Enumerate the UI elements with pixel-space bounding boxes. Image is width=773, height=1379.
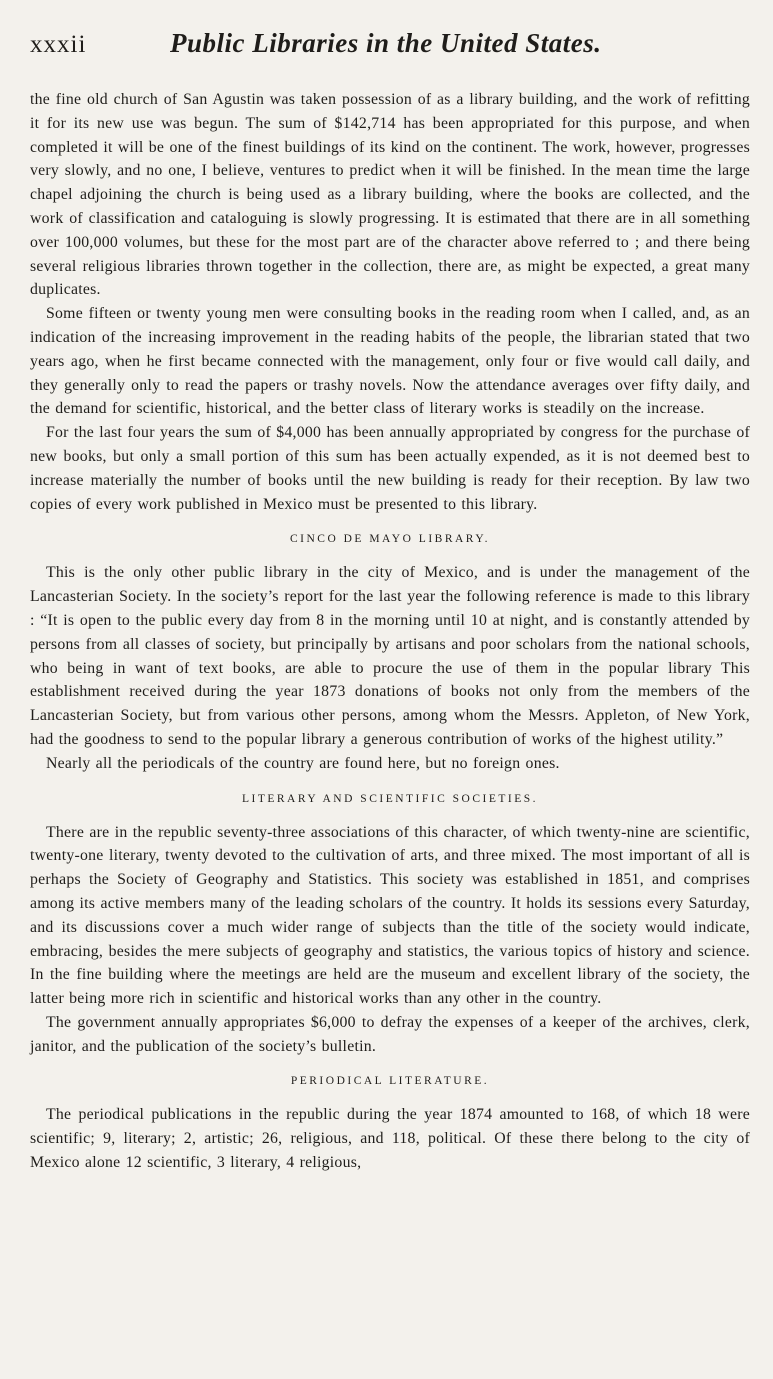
section-heading: PERIODICAL LITERATURE. <box>290 1075 490 1088</box>
section-heading: LITERARY AND SCIENTIFIC SOCIETIES. <box>241 792 539 805</box>
paragraph: The government annually appropriates $6,000 to defray the expenses of a keeper of the archives, clerk, janitor, and the publication of the society’s bulletin. <box>30 1013 750 1055</box>
paragraph: This is the only other public library in the city of Mexico, and is under the management of the Lancasterian Society. In the society’s report for the last year the following reference is made to this library : “It is open to the public every day from 8 in the morning until 10 at night, and is constantly attended by persons from all classes of society, but principally by artisans and poor scholars from the national schools, who being in want of text books, are able to procure the use of them in the popular library This establishment received during the year 1873 donations of books not only from the members of the Lancasterian Society, but from various other persons, among whom the Messrs. Appleton, of New York, had the goodness to send to the popular library a generous contribution of works of the highest utility.” <box>30 564 750 748</box>
running-title: Public Libraries in the United States. <box>170 28 602 58</box>
running-head <box>30 28 750 68</box>
paragraph: Some fifteen or twenty young men were consulting books in the reading room when I called, and, as an indication of the increasing improvement in the reading habits of the people, the librarian stated that two years ago, when he first became connected with the management, only four or five would call daily, and they generally only to read the papers or trashy novels. Now the attendance averages over fifty daily, and the demand for scientific, historical, and the better class of literary works is steadily on the increase. <box>30 305 750 418</box>
section-heading: CINCO DE MAYO LIBRARY. <box>289 533 491 546</box>
paragraph: There are in the republic seventy-three associations of this character, of which twenty-nine are scientific, twenty-one literary, twenty devoted to the cultivation of arts, and three mixed. The most important of all is perhaps the Society of Geography and Statistics. This society was established in 1851, and comprises among its active members many of the leading scholars of the country. It holds its sessions every Saturday, and its discussions cover a much wider range of subjects than the title of the society would indicate, embracing, besides the mere subjects of geography and statistics, the various topics of history and science. In the fine building where the meetings are held are the museum and excellent library of the society, the latter being more rich in scientific and historical works than any other in the country. <box>30 823 750 1008</box>
paragraph: Nearly all the periodicals of the country are found here, but no foreign ones. <box>46 754 560 772</box>
book-page <box>30 28 750 1175</box>
paragraph: The periodical publications in the republic during the year 1874 amounted to 168, of which 18 were scientific; 9, literary; 2, artistic; 26, religious, and 118, political. Of these there belong to the city of Mexico alone 12 scientific, 3 literary, 4 religious, <box>30 1106 750 1172</box>
paragraph: For the last four years the sum of $4,000 has been annually appropriated by congress for the purchase of new books, but only a small portion of this sum has been actually expended, as it is not deemed best to increase materially the number of books until the new building is ready for their reception. By law two copies of every work published in Mexico must be presented to this library. <box>30 424 750 513</box>
page-number: xxxii <box>30 31 87 58</box>
paragraph: the fine old church of San Agustin was taken possession of as a library building, and the work of refitting it for its new use was begun. The sum of $142,714 has been appropriated for this purpose, and when completed it will be one of the finest buildings of its kind on the continent. The work, however, progresses very slowly, and no one, I believe, ventures to predict when it will be finished. In the mean time the large chapel adjoining the church is being used as a library building, where the books are collected, and the work of classification and cataloguing is slowly progressing. It is estimated that there are in all something over 100,000 volumes, but these for the most part are of the character above referred to ; and there being several religious libraries thrown together in the collection, there are, as might be expected, a great many duplicates. <box>30 91 750 299</box>
